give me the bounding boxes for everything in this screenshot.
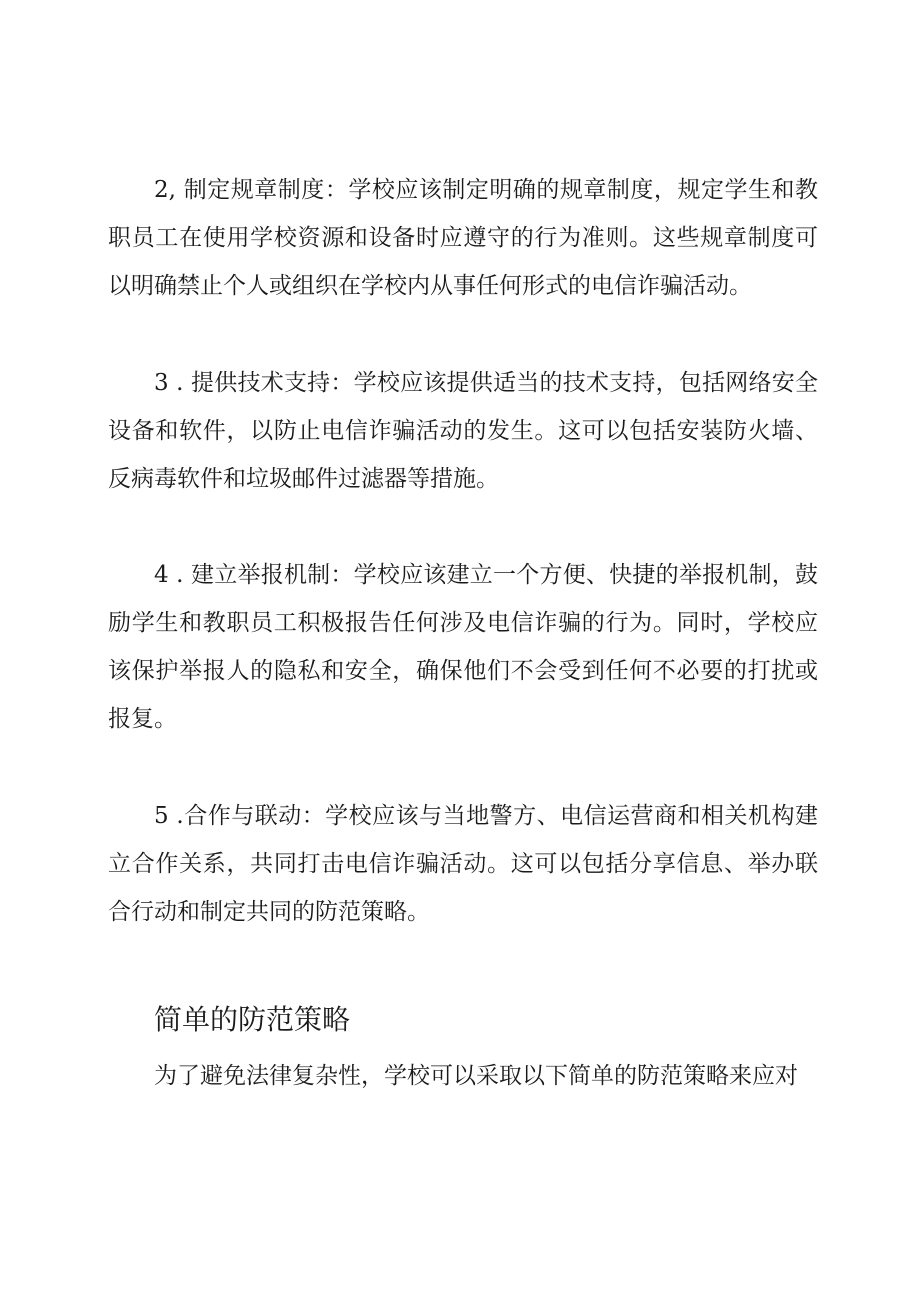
paragraph-cooperation: 5 .合作与联动：学校应该与当地警方、电信运营商和相关机构建立合作关系，共同打击电信诈骗活动。这可以包括分享信息、举办联合行动和制定共同的防范策略。 [108,803,818,925]
section-intro: 为了避免法律复杂性，学校可以采取以下简单的防范策略来应对 [154,1063,798,1089]
section-heading: 简单的防范策略 [154,1003,351,1036]
paragraph-tech-support: 3 . 提供技术支持：学校应该提供适当的技术支持，包括网络安全设备和软件，以防止电信诈骗活动的发生。这可以包括安装防火墙、反病毒软件和垃圾邮件过滤器等措施。 [108,370,818,492]
paragraph-report-mechanism: 4 . 建立举报机制：学校应该建立一个方便、快捷的举报机制，鼓励学生和教职员工积极报告任何涉及电信诈骗的行为。同时，学校应该保护举报人的隐私和安全，确保他们不会受到任何不必要的打扰或报复。 [108,562,818,732]
paragraph-rules: 2, 制定规章制度：学校应该制定明确的规章制度，规定学生和教职员工在使用学校资源和设备时应遵守的行为准则。这些规章制度可以明确禁止个人或组织在学校内从事任何形式的电信诈骗活动。 [108,177,818,299]
